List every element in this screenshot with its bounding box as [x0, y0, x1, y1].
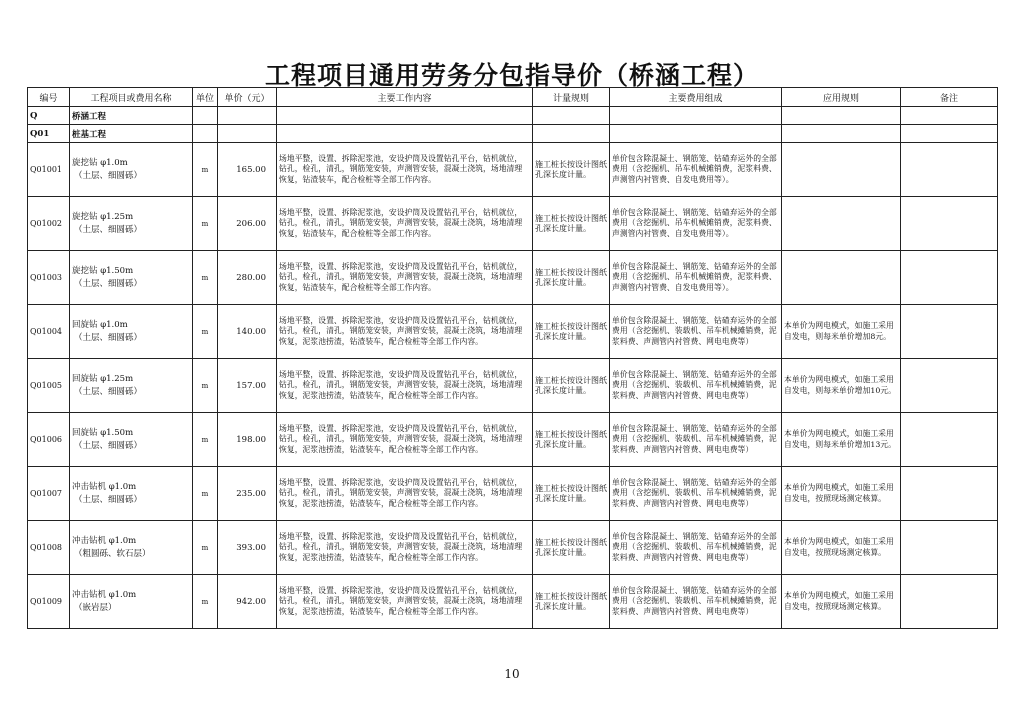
item-unit: m: [193, 521, 218, 575]
item-price: 140.00: [218, 305, 277, 359]
item-measure-rule: 施工桩长按设计图纸孔深长度计量。: [533, 251, 610, 305]
item-cost-composition: 单价包含除混凝土、钢筋笼、钻碴弃运外的全部费用（含挖掘机、吊车机械摊销费，泥浆料费、声测管内衬管费、自发电费用等）。: [610, 197, 782, 251]
item-remark: [901, 359, 998, 413]
item-unit: m: [193, 467, 218, 521]
item-price: 157.00: [218, 359, 277, 413]
item-measure-rule: 施工桩长按设计图纸孔深长度计量。: [533, 575, 610, 629]
table-row: [28, 575, 998, 629]
item-price: 165.00: [218, 143, 277, 197]
item-price: 206.00: [218, 197, 277, 251]
item-price: 942.00: [218, 575, 277, 629]
item-remark: [901, 305, 998, 359]
item-name: 旋挖钻 φ1.25m: [72, 211, 134, 222]
item-name: 冲击钻机 φ1.0m: [72, 481, 137, 492]
item-measure-rule: 施工桩长按设计图纸孔深长度计量。: [533, 413, 610, 467]
empty-cell: [218, 107, 277, 125]
item-name-cell: [70, 413, 193, 467]
table-row: [28, 143, 998, 197]
header-price: 单价（元）: [218, 88, 277, 107]
item-remark: [901, 575, 998, 629]
item-unit: m: [193, 359, 218, 413]
item-stratum: （土层、细圆砾）: [74, 386, 143, 397]
item-cost-composition: 单价包含除混凝土、钢筋笼、钻碴弃运外的全部费用（含挖掘机、吊车机械摊销费，泥浆料费、声测管内衬管费、自发电费用等）。: [610, 143, 782, 197]
section-row: [28, 125, 998, 143]
section-name: 桩基工程: [70, 125, 193, 143]
table-row: [28, 413, 998, 467]
item-work-content: 场地平整，设置、拆除泥浆池，安设护筒及设置钻孔平台，钻机就位，钻孔，检孔，清孔，钢筋笼安装，声测管安装，混凝土浇筑，场地清理恢复，泥浆池捞渣，钻渣装车，配合检桩等全部工作内容。: [277, 521, 533, 575]
empty-cell: [277, 107, 533, 125]
item-stratum: （嵌岩层）: [74, 602, 117, 613]
empty-cell: [277, 125, 533, 143]
item-name: 冲击钻机 φ1.0m: [72, 535, 137, 546]
table-row: [28, 359, 998, 413]
item-work-content: 场地平整，设置、拆除泥浆池，安设护筒及设置钻孔平台，钻机就位，钻孔，检孔，清孔，钢筋笼安装，声测管安装，混凝土浇筑，场地清理恢复，泥浆池捞渣，钻渣装车，配合检桩等全部工作内容。: [277, 467, 533, 521]
item-name-cell: [70, 197, 193, 251]
table-row: [28, 251, 998, 305]
page-title: 工程项目通用劳务分包指导价（桥涵工程）: [264, 61, 759, 90]
item-name-cell: [70, 143, 193, 197]
page-number: 10: [504, 667, 520, 681]
item-unit: m: [193, 305, 218, 359]
item-name-cell: [70, 305, 193, 359]
empty-cell: [782, 125, 901, 143]
empty-cell: [901, 107, 998, 125]
section-code: Q01: [28, 125, 70, 143]
empty-cell: [610, 125, 782, 143]
item-name-cell: [70, 521, 193, 575]
item-remark: [901, 251, 998, 305]
item-application-rule: 本单价为网电模式，如施工采用自发电，按照现场测定核算。: [782, 521, 901, 575]
header-measure: 计量规则: [533, 88, 610, 107]
empty-cell: [533, 125, 610, 143]
empty-cell: [533, 107, 610, 125]
header-unit: 单位: [193, 88, 218, 107]
item-code: Q01004: [28, 305, 70, 359]
item-work-content: 场地平整，设置、拆除泥浆池，安设护筒及设置钻孔平台，钻机就位，钻孔，检孔，清孔，钢筋笼安装，声测管安装，混凝土浇筑，场地清理恢复，泥浆池捞渣，钻渣装车，配合检桩等全部工作内容。: [277, 359, 533, 413]
item-remark: [901, 467, 998, 521]
item-unit: m: [193, 197, 218, 251]
item-work-content: 场地平整，设置、拆除泥浆池，安设护筒及设置钻孔平台，钻机就位，钻孔，检孔，清孔，钢筋笼安装，声测管安装，混凝土浇筑，场地清理恢复，钻渣装车，配合检桩等全部工作内容。: [277, 197, 533, 251]
item-application-rule: [782, 251, 901, 305]
item-name-cell: [70, 251, 193, 305]
item-stratum: （土层、细圆砾）: [74, 494, 143, 505]
item-remark: [901, 521, 998, 575]
item-work-content: 场地平整，设置、拆除泥浆池，安设护筒及设置钻孔平台，钻机就位，钻孔，检孔，清孔，钢筋笼安装，声测管安装，混凝土浇筑，场地清理恢复，泥浆池捞渣，钻渣装车，配合检桩等全部工作内容。: [277, 413, 533, 467]
item-cost-composition: 单价包含除混凝土、钢筋笼、钻碴弃运外的全部费用（含挖掘机、装载机、吊车机械摊销费，泥浆料费、声测管内衬管费、网电电费等）: [610, 521, 782, 575]
item-name-cell: [70, 575, 193, 629]
item-unit: m: [193, 143, 218, 197]
item-work-content: 场地平整，设置、拆除泥浆池，安设护筒及设置钻孔平台，钻机就位，钻孔，检孔，清孔，钢筋笼安装，声测管安装，混凝土浇筑，场地清理恢复，钻渣装车，配合检桩等全部工作内容。: [277, 251, 533, 305]
section-name: 桥涵工程: [70, 107, 193, 125]
item-unit: m: [193, 413, 218, 467]
item-code: Q01003: [28, 251, 70, 305]
item-code: Q01006: [28, 413, 70, 467]
table-row: [28, 305, 998, 359]
item-name-cell: [70, 359, 193, 413]
item-remark: [901, 143, 998, 197]
item-name: 旋挖钻 φ1.50m: [72, 265, 134, 276]
item-work-content: 场地平整，设置、拆除泥浆池，安设护筒及设置钻孔平台，钻机就位，钻孔，检孔，清孔，钢筋笼安装，声测管安装，混凝土浇筑，场地清理恢复，泥浆池捞渣，钻渣装车，配合检桩等全部工作内容。: [277, 575, 533, 629]
header-work: 主要工作内容: [277, 88, 533, 107]
item-code: Q01009: [28, 575, 70, 629]
item-stratum: （土层、细圆砾）: [74, 278, 143, 289]
item-measure-rule: 施工桩长按设计图纸孔深长度计量。: [533, 467, 610, 521]
table-row: [28, 467, 998, 521]
item-application-rule: [782, 143, 901, 197]
item-work-content: 场地平整，设置、拆除泥浆池，安设护筒及设置钻孔平台，钻机就位，钻孔，检孔，清孔，钢筋笼安装，声测管安装，混凝土浇筑，场地清理恢复，泥浆池捞渣，钻渣装车，配合检桩等全部工作内容。: [277, 305, 533, 359]
item-stratum: （土层、细圆砾）: [74, 170, 143, 181]
table-row: [28, 521, 998, 575]
item-application-rule: 本单价为网电模式，如施工采用自发电，按照现场测定核算。: [782, 575, 901, 629]
item-name: 回旋钻 φ1.50m: [72, 427, 134, 438]
item-stratum: （土层、细圆砾）: [74, 440, 143, 451]
item-code: Q01007: [28, 467, 70, 521]
item-cost-composition: 单价包含除混凝土、钢筋笼、钻碴弃运外的全部费用（含挖掘机、装载机、吊车机械摊销费，泥浆料费、声测管内衬管费、网电电费等）: [610, 413, 782, 467]
item-name: 回旋钻 φ1.0m: [72, 319, 128, 330]
empty-cell: [193, 107, 218, 125]
item-cost-composition: 单价包含除混凝土、钢筋笼、钻碴弃运外的全部费用（含挖掘机、装载机、吊车机械摊销费，泥浆料费、声测管内衬管费、网电电费等）: [610, 467, 782, 521]
item-application-rule: 本单价为网电模式，如施工采用自发电，则每米单价增加8元。: [782, 305, 901, 359]
item-name: 回旋钻 φ1.25m: [72, 373, 134, 384]
item-name: 旋挖钻 φ1.0m: [72, 157, 128, 168]
item-measure-rule: 施工桩长按设计图纸孔深长度计量。: [533, 521, 610, 575]
item-code: Q01002: [28, 197, 70, 251]
item-cost-composition: 单价包含除混凝土、钢筋笼、钻碴弃运外的全部费用（含挖掘机、装载机、吊车机械摊销费，泥浆料费、声测管内衬管费、网电电费等）: [610, 305, 782, 359]
header-cost: 主要费用组成: [610, 88, 782, 107]
item-stratum: （土层、细圆砾）: [74, 332, 143, 343]
item-application-rule: [782, 197, 901, 251]
item-stratum: （粗圆砾、软石层）: [74, 548, 151, 559]
item-application-rule: 本单价为网电模式，如施工采用自发电，按照现场测定核算。: [782, 467, 901, 521]
empty-cell: [610, 107, 782, 125]
item-code: Q01008: [28, 521, 70, 575]
item-name-cell: [70, 467, 193, 521]
header-remark: 备注: [901, 88, 998, 107]
item-name: 冲击钻机 φ1.0m: [72, 589, 137, 600]
empty-cell: [218, 125, 277, 143]
item-unit: m: [193, 251, 218, 305]
section-code: Q: [28, 107, 70, 125]
table-row: [28, 197, 998, 251]
item-remark: [901, 197, 998, 251]
price-table: [27, 87, 998, 629]
item-remark: [901, 413, 998, 467]
item-cost-composition: 单价包含除混凝土、钢筋笼、钻碴弃运外的全部费用（含挖掘机、装载机、吊车机械摊销费，泥浆料费、声测管内衬管费、网电电费等）: [610, 575, 782, 629]
header-rule: 应用规则: [782, 88, 901, 107]
item-measure-rule: 施工桩长按设计图纸孔深长度计量。: [533, 305, 610, 359]
item-application-rule: 本单价为网电模式，如施工采用自发电，则每米单价增加10元。: [782, 359, 901, 413]
item-cost-composition: 单价包含除混凝土、钢筋笼、钻碴弃运外的全部费用（含挖掘机、装载机、吊车机械摊销费，泥浆料费、声测管内衬管费、网电电费等）: [610, 359, 782, 413]
item-measure-rule: 施工桩长按设计图纸孔深长度计量。: [533, 359, 610, 413]
item-price: 235.00: [218, 467, 277, 521]
table-header-row: [28, 88, 998, 107]
empty-cell: [901, 125, 998, 143]
item-price: 198.00: [218, 413, 277, 467]
header-name: 工程项目或费用名称: [70, 88, 193, 107]
item-unit: m: [193, 575, 218, 629]
header-code: 编号: [28, 88, 70, 107]
item-stratum: （土层、细圆砾）: [74, 224, 143, 235]
item-cost-composition: 单价包含除混凝土、钢筋笼、钻碴弃运外的全部费用（含挖掘机、吊车机械摊销费，泥浆料费、声测管内衬管费、自发电费用等）。: [610, 251, 782, 305]
item-measure-rule: 施工桩长按设计图纸孔深长度计量。: [533, 143, 610, 197]
item-code: Q01001: [28, 143, 70, 197]
item-price: 280.00: [218, 251, 277, 305]
item-code: Q01005: [28, 359, 70, 413]
item-price: 393.00: [218, 521, 277, 575]
empty-cell: [193, 125, 218, 143]
item-application-rule: 本单价为网电模式，如施工采用自发电，则每米单价增加13元。: [782, 413, 901, 467]
item-measure-rule: 施工桩长按设计图纸孔深长度计量。: [533, 197, 610, 251]
section-row: [28, 107, 998, 125]
empty-cell: [782, 107, 901, 125]
item-work-content: 场地平整，设置、拆除泥浆池，安设护筒及设置钻孔平台，钻机就位，钻孔，检孔，清孔，钢筋笼安装，声测管安装，混凝土浇筑，场地清理恢复，钻渣装车，配合检桩等全部工作内容。: [277, 143, 533, 197]
